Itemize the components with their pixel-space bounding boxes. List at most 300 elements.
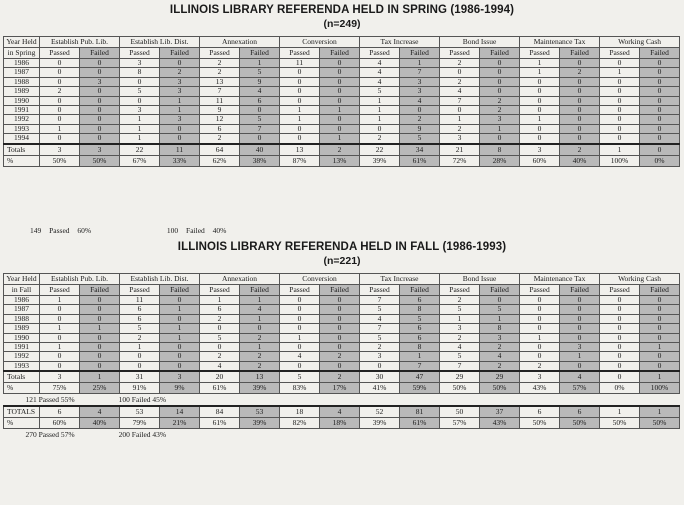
value-cell: 0	[160, 352, 200, 361]
value-cell: 1	[40, 343, 80, 352]
value-cell: 0	[560, 87, 600, 96]
value-cell: 2	[200, 314, 240, 323]
table-row	[4, 87, 680, 96]
value-cell: 5	[120, 87, 160, 96]
value-cell: 1	[520, 333, 560, 342]
table-row	[4, 296, 680, 305]
value-cell: 0	[320, 361, 360, 371]
value-cell: 0	[400, 106, 440, 115]
percent-cell: 39%	[240, 383, 280, 394]
value-cell: 5	[400, 314, 440, 323]
value-cell: 2	[440, 77, 480, 86]
value-cell: 0	[600, 352, 640, 361]
value-cell: 11	[280, 59, 320, 68]
value-cell: 3	[160, 77, 200, 86]
value-cell: 1	[640, 343, 680, 352]
year-cell: 1986	[4, 296, 40, 305]
value-cell: 0	[240, 134, 280, 144]
group-header: Maintenance Tax	[520, 274, 600, 285]
value-cell: 1	[160, 324, 200, 333]
value-cell: 0	[520, 305, 560, 314]
spring-summary	[30, 226, 310, 235]
value-cell: 1	[400, 352, 440, 361]
year-cell: 1992	[4, 352, 40, 361]
group-header: Tax Increase	[360, 274, 440, 285]
grand-percent-cell: 39%	[240, 418, 280, 429]
percent-cell: 75%	[40, 383, 80, 394]
percent-cell: 13%	[320, 155, 360, 166]
table-row	[4, 361, 680, 371]
value-cell: 2	[240, 361, 280, 371]
grand-total-cell: 4	[320, 406, 360, 418]
grand-percent-cell: 50%	[520, 418, 560, 429]
value-cell: 6	[400, 333, 440, 342]
col-passed-header: Passed	[120, 285, 160, 296]
value-cell: 0	[40, 115, 80, 124]
value-cell: 0	[240, 324, 280, 333]
percent-cell: 40%	[560, 155, 600, 166]
value-cell: 0	[80, 343, 120, 352]
year-subheader: in Spring	[4, 48, 40, 59]
value-cell: 0	[560, 124, 600, 133]
value-cell: 0	[640, 106, 680, 115]
percent-cell: 100%	[640, 383, 680, 394]
value-cell: 1	[40, 296, 80, 305]
total-cell: 4	[560, 371, 600, 383]
value-cell: 0	[80, 59, 120, 68]
group-header: Establish Pub. Lib.	[40, 37, 120, 48]
col-failed-header: Failed	[480, 48, 520, 59]
value-cell: 0	[320, 324, 360, 333]
value-cell: 0	[280, 124, 320, 133]
total-cell: 3	[520, 371, 560, 383]
value-cell: 7	[240, 124, 280, 133]
value-cell: 0	[640, 361, 680, 371]
value-cell: 1	[320, 106, 360, 115]
col-passed-header: Passed	[120, 48, 160, 59]
percent-cell: 50%	[80, 155, 120, 166]
value-cell: 0	[560, 106, 600, 115]
value-cell: 0	[560, 361, 600, 371]
group-header: Working Cash	[600, 274, 680, 285]
value-cell: 4	[200, 361, 240, 371]
col-passed-header: Passed	[360, 285, 400, 296]
value-cell: 0	[560, 96, 600, 105]
percent-cell: 25%	[80, 383, 120, 394]
table-row	[4, 59, 680, 68]
value-cell: 2	[200, 134, 240, 144]
value-cell: 0	[600, 106, 640, 115]
value-cell: 4	[440, 87, 480, 96]
subheader-row	[4, 285, 680, 296]
value-cell: 5	[400, 134, 440, 144]
value-cell: 5	[120, 324, 160, 333]
percent-cell: 72%	[440, 155, 480, 166]
value-cell: 7	[200, 87, 240, 96]
table-row	[4, 106, 680, 115]
year-cell: 1989	[4, 324, 40, 333]
value-cell: 0	[280, 68, 320, 77]
grand-total-cell: 18	[280, 406, 320, 418]
value-cell: 3	[440, 324, 480, 333]
grand-percent-cell: 79%	[120, 418, 160, 429]
value-cell: 0	[600, 96, 640, 105]
year-cell: 1988	[4, 314, 40, 323]
value-cell: 0	[640, 305, 680, 314]
value-cell: 0	[560, 115, 600, 124]
year-cell: 1993	[4, 124, 40, 133]
value-cell: 2	[160, 68, 200, 77]
value-cell: 3	[440, 134, 480, 144]
fall-subtitle: (n=221)	[323, 255, 361, 267]
group-header: Annexation	[200, 274, 280, 285]
value-cell: 1	[320, 134, 360, 144]
percent-cell: 62%	[200, 155, 240, 166]
value-cell: 6	[400, 296, 440, 305]
value-cell: 0	[640, 333, 680, 342]
value-cell: 0	[600, 305, 640, 314]
total-cell: 1	[640, 371, 680, 383]
table-row	[4, 333, 680, 342]
fall-passed-count: 121	[25, 395, 37, 405]
value-cell: 0	[520, 87, 560, 96]
value-cell: 0	[120, 77, 160, 86]
value-cell: 1	[440, 314, 480, 323]
group-header: Establish Lib. Dist.	[120, 274, 200, 285]
group-header: Establish Lib. Dist.	[120, 37, 200, 48]
value-cell: 1	[160, 305, 200, 314]
total-cell: 3	[40, 371, 80, 383]
value-cell: 3	[120, 59, 160, 68]
col-passed-header: Passed	[440, 285, 480, 296]
spring-title: ILLINOIS LIBRARY REFERENDA HELD IN SPRING (1986-1994)	[169, 4, 515, 16]
value-cell: 0	[40, 96, 80, 105]
year-cell: 1994	[4, 134, 40, 144]
value-cell: 0	[80, 296, 120, 305]
value-cell: 0	[320, 87, 360, 96]
percent-cell: 67%	[120, 155, 160, 166]
value-cell: 0	[40, 106, 80, 115]
percent-cell: 91%	[120, 383, 160, 394]
value-cell: 2	[200, 68, 240, 77]
value-cell: 4	[240, 305, 280, 314]
value-cell: 3	[120, 106, 160, 115]
total-cell: 40	[240, 144, 280, 156]
spring-passed-count: 149	[30, 226, 42, 235]
table-row	[4, 68, 680, 77]
spring-passed-pct: 60%	[77, 226, 92, 235]
col-passed-header: Passed	[200, 48, 240, 59]
value-cell: 2	[560, 68, 600, 77]
value-cell: 1	[280, 106, 320, 115]
spring-passed-label: Passed	[49, 226, 70, 235]
table-row	[4, 324, 680, 333]
table-row	[4, 115, 680, 124]
col-failed-header: Failed	[400, 285, 440, 296]
grand-totals-row	[4, 406, 680, 418]
fall-table	[3, 273, 680, 440]
year-cell: 1988	[4, 77, 40, 86]
value-cell: 3	[400, 87, 440, 96]
totals-label: Totals	[4, 371, 40, 383]
col-failed-header: Failed	[320, 48, 360, 59]
value-cell: 3	[400, 77, 440, 86]
value-cell: 3	[480, 115, 520, 124]
year-cell: 1986	[4, 59, 40, 68]
percent-cell: 61%	[400, 155, 440, 166]
value-cell: 0	[600, 333, 640, 342]
value-cell: 0	[600, 324, 640, 333]
percent-cell: 39%	[360, 155, 400, 166]
value-cell: 0	[560, 59, 600, 68]
value-cell: 0	[80, 87, 120, 96]
year-subheader: in Fall	[4, 285, 40, 296]
col-failed-header: Failed	[160, 48, 200, 59]
value-cell: 0	[320, 59, 360, 68]
value-cell: 0	[120, 96, 160, 105]
value-cell: 0	[240, 106, 280, 115]
value-cell: 1	[160, 106, 200, 115]
value-cell: 1	[240, 343, 280, 352]
value-cell: 2	[360, 134, 400, 144]
value-cell: 0	[80, 352, 120, 361]
value-cell: 3	[160, 115, 200, 124]
col-passed-header: Passed	[280, 285, 320, 296]
grand-passed-pct: 57%	[60, 430, 75, 440]
table-row	[4, 314, 680, 323]
col-failed-header: Failed	[640, 285, 680, 296]
percent-cell: 50%	[440, 383, 480, 394]
grand-percent-cell: 60%	[40, 418, 80, 429]
grand-percent-row	[4, 418, 680, 429]
col-passed-header: Passed	[600, 48, 640, 59]
total-cell: 29	[440, 371, 480, 383]
value-cell: 0	[40, 361, 80, 371]
group-header: Annexation	[200, 37, 280, 48]
value-cell: 2	[520, 361, 560, 371]
percent-cell: 50%	[40, 155, 80, 166]
value-cell: 5	[480, 305, 520, 314]
total-cell: 5	[280, 371, 320, 383]
grand-total-cell: 50	[440, 406, 480, 418]
value-cell: 3	[360, 352, 400, 361]
value-cell: 1	[360, 115, 400, 124]
percent-cell: 33%	[160, 155, 200, 166]
header-row	[4, 37, 680, 48]
value-cell: 1	[40, 124, 80, 133]
subheader-row	[4, 48, 680, 59]
value-cell: 8	[400, 305, 440, 314]
year-cell: 1989	[4, 87, 40, 96]
value-cell: 9	[240, 77, 280, 86]
value-cell: 6	[120, 305, 160, 314]
value-cell: 2	[480, 343, 520, 352]
value-cell: 0	[80, 106, 120, 115]
value-cell: 2	[480, 106, 520, 115]
col-failed-header: Failed	[160, 285, 200, 296]
value-cell: 0	[320, 333, 360, 342]
grand-percent-cell: 18%	[320, 418, 360, 429]
year-cell: 1987	[4, 305, 40, 314]
col-failed-header: Failed	[320, 285, 360, 296]
value-cell: 2	[440, 296, 480, 305]
value-cell: 7	[400, 68, 440, 77]
group-header: Maintenance Tax	[520, 37, 600, 48]
group-header: Establish Pub. Lib.	[40, 274, 120, 285]
percent-cell: 28%	[480, 155, 520, 166]
value-cell: 0	[600, 314, 640, 323]
value-cell: 0	[80, 124, 120, 133]
total-cell: 64	[200, 144, 240, 156]
value-cell: 0	[640, 134, 680, 144]
value-cell: 0	[600, 361, 640, 371]
percent-row	[4, 155, 680, 166]
value-cell: 0	[520, 106, 560, 115]
value-cell: 0	[200, 343, 240, 352]
grand-total-cell: 53	[120, 406, 160, 418]
grand-failed-count: 200	[118, 430, 130, 440]
grand-percent-cell: 40%	[80, 418, 120, 429]
value-cell: 5	[360, 333, 400, 342]
col-passed-header: Passed	[520, 48, 560, 59]
value-cell: 0	[160, 361, 200, 371]
value-cell: 1	[120, 124, 160, 133]
fall-failed-label: Failed	[131, 395, 151, 405]
value-cell: 0	[600, 59, 640, 68]
value-cell: 1	[280, 115, 320, 124]
value-cell: 0	[320, 77, 360, 86]
value-cell: 0	[320, 314, 360, 323]
value-cell: 2	[40, 87, 80, 96]
value-cell: 1	[360, 96, 400, 105]
total-cell: 31	[120, 371, 160, 383]
value-cell: 0	[320, 305, 360, 314]
value-cell: 0	[440, 68, 480, 77]
value-cell: 0	[280, 305, 320, 314]
value-cell: 0	[600, 87, 640, 96]
value-cell: 3	[560, 343, 600, 352]
total-cell: 1	[80, 371, 120, 383]
total-cell: 2	[320, 144, 360, 156]
grand-total-cell: 52	[360, 406, 400, 418]
value-cell: 1	[240, 59, 280, 68]
value-cell: 0	[480, 77, 520, 86]
value-cell: 0	[640, 68, 680, 77]
col-passed-header: Passed	[40, 48, 80, 59]
table-row	[4, 124, 680, 133]
col-passed-header: Passed	[360, 48, 400, 59]
value-cell: 7	[440, 361, 480, 371]
value-cell: 0	[520, 352, 560, 361]
percent-cell: 100%	[600, 155, 640, 166]
fall-passed-label: Passed	[38, 395, 60, 405]
value-cell: 4	[480, 352, 520, 361]
value-cell: 0	[440, 106, 480, 115]
value-cell: 0	[600, 134, 640, 144]
value-cell: 2	[440, 124, 480, 133]
grand-percent-cell: 61%	[400, 418, 440, 429]
col-failed-header: Failed	[240, 48, 280, 59]
value-cell: 1	[240, 314, 280, 323]
value-cell: 0	[280, 314, 320, 323]
value-cell: 2	[440, 59, 480, 68]
grand-percent-cell: 39%	[360, 418, 400, 429]
grand-total-cell: 81	[400, 406, 440, 418]
value-cell: 1	[560, 352, 600, 361]
value-cell: 5	[240, 68, 280, 77]
total-cell: 34	[400, 144, 440, 156]
percent-cell: 61%	[200, 383, 240, 394]
group-header: Working Cash	[600, 37, 680, 48]
value-cell: 8	[400, 343, 440, 352]
col-failed-header: Failed	[240, 285, 280, 296]
col-failed-header: Failed	[480, 285, 520, 296]
value-cell: 0	[80, 314, 120, 323]
grand-percent-cell: 61%	[200, 418, 240, 429]
value-cell: 5	[200, 333, 240, 342]
value-cell: 1	[120, 134, 160, 144]
value-cell: 0	[80, 305, 120, 314]
group-header: Tax Increase	[360, 37, 440, 48]
value-cell: 1	[480, 314, 520, 323]
value-cell: 5	[360, 87, 400, 96]
grand-percent-cell: 57%	[440, 418, 480, 429]
group-header: Bond Issue	[440, 37, 520, 48]
value-cell: 0	[600, 124, 640, 133]
col-failed-header: Failed	[640, 48, 680, 59]
value-cell: 3	[480, 333, 520, 342]
value-cell: 5	[440, 352, 480, 361]
total-cell: 1	[600, 144, 640, 156]
spring-failed-pct: 40%	[212, 226, 227, 235]
value-cell: 0	[640, 352, 680, 361]
year-cell: 1991	[4, 106, 40, 115]
value-cell: 0	[600, 115, 640, 124]
value-cell: 0	[520, 343, 560, 352]
col-passed-header: Passed	[440, 48, 480, 59]
value-cell: 1	[80, 324, 120, 333]
percent-cell: 17%	[320, 383, 360, 394]
year-header: Year Held	[4, 37, 40, 48]
percent-label: %	[4, 383, 40, 394]
col-passed-header: Passed	[520, 285, 560, 296]
value-cell: 0	[320, 343, 360, 352]
value-cell: 1	[280, 333, 320, 342]
totals-label: Totals	[4, 144, 40, 156]
value-cell: 3	[80, 77, 120, 86]
grand-total-cell: 1	[600, 406, 640, 418]
value-cell: 4	[360, 59, 400, 68]
total-cell: 11	[160, 144, 200, 156]
value-cell: 13	[200, 77, 240, 86]
value-cell: 0	[560, 296, 600, 305]
value-cell: 0	[280, 324, 320, 333]
value-cell: 2	[400, 115, 440, 124]
percent-cell: 0%	[600, 383, 640, 394]
value-cell: 6	[400, 324, 440, 333]
percent-row	[4, 383, 680, 394]
value-cell: 0	[480, 134, 520, 144]
table-row	[4, 96, 680, 105]
year-cell: 1992	[4, 115, 40, 124]
grand-total-cell: 53	[240, 406, 280, 418]
value-cell: 2	[240, 333, 280, 342]
value-cell: 0	[80, 134, 120, 144]
col-failed-header: Failed	[560, 285, 600, 296]
value-cell: 0	[280, 361, 320, 371]
value-cell: 0	[80, 68, 120, 77]
value-cell: 0	[600, 296, 640, 305]
